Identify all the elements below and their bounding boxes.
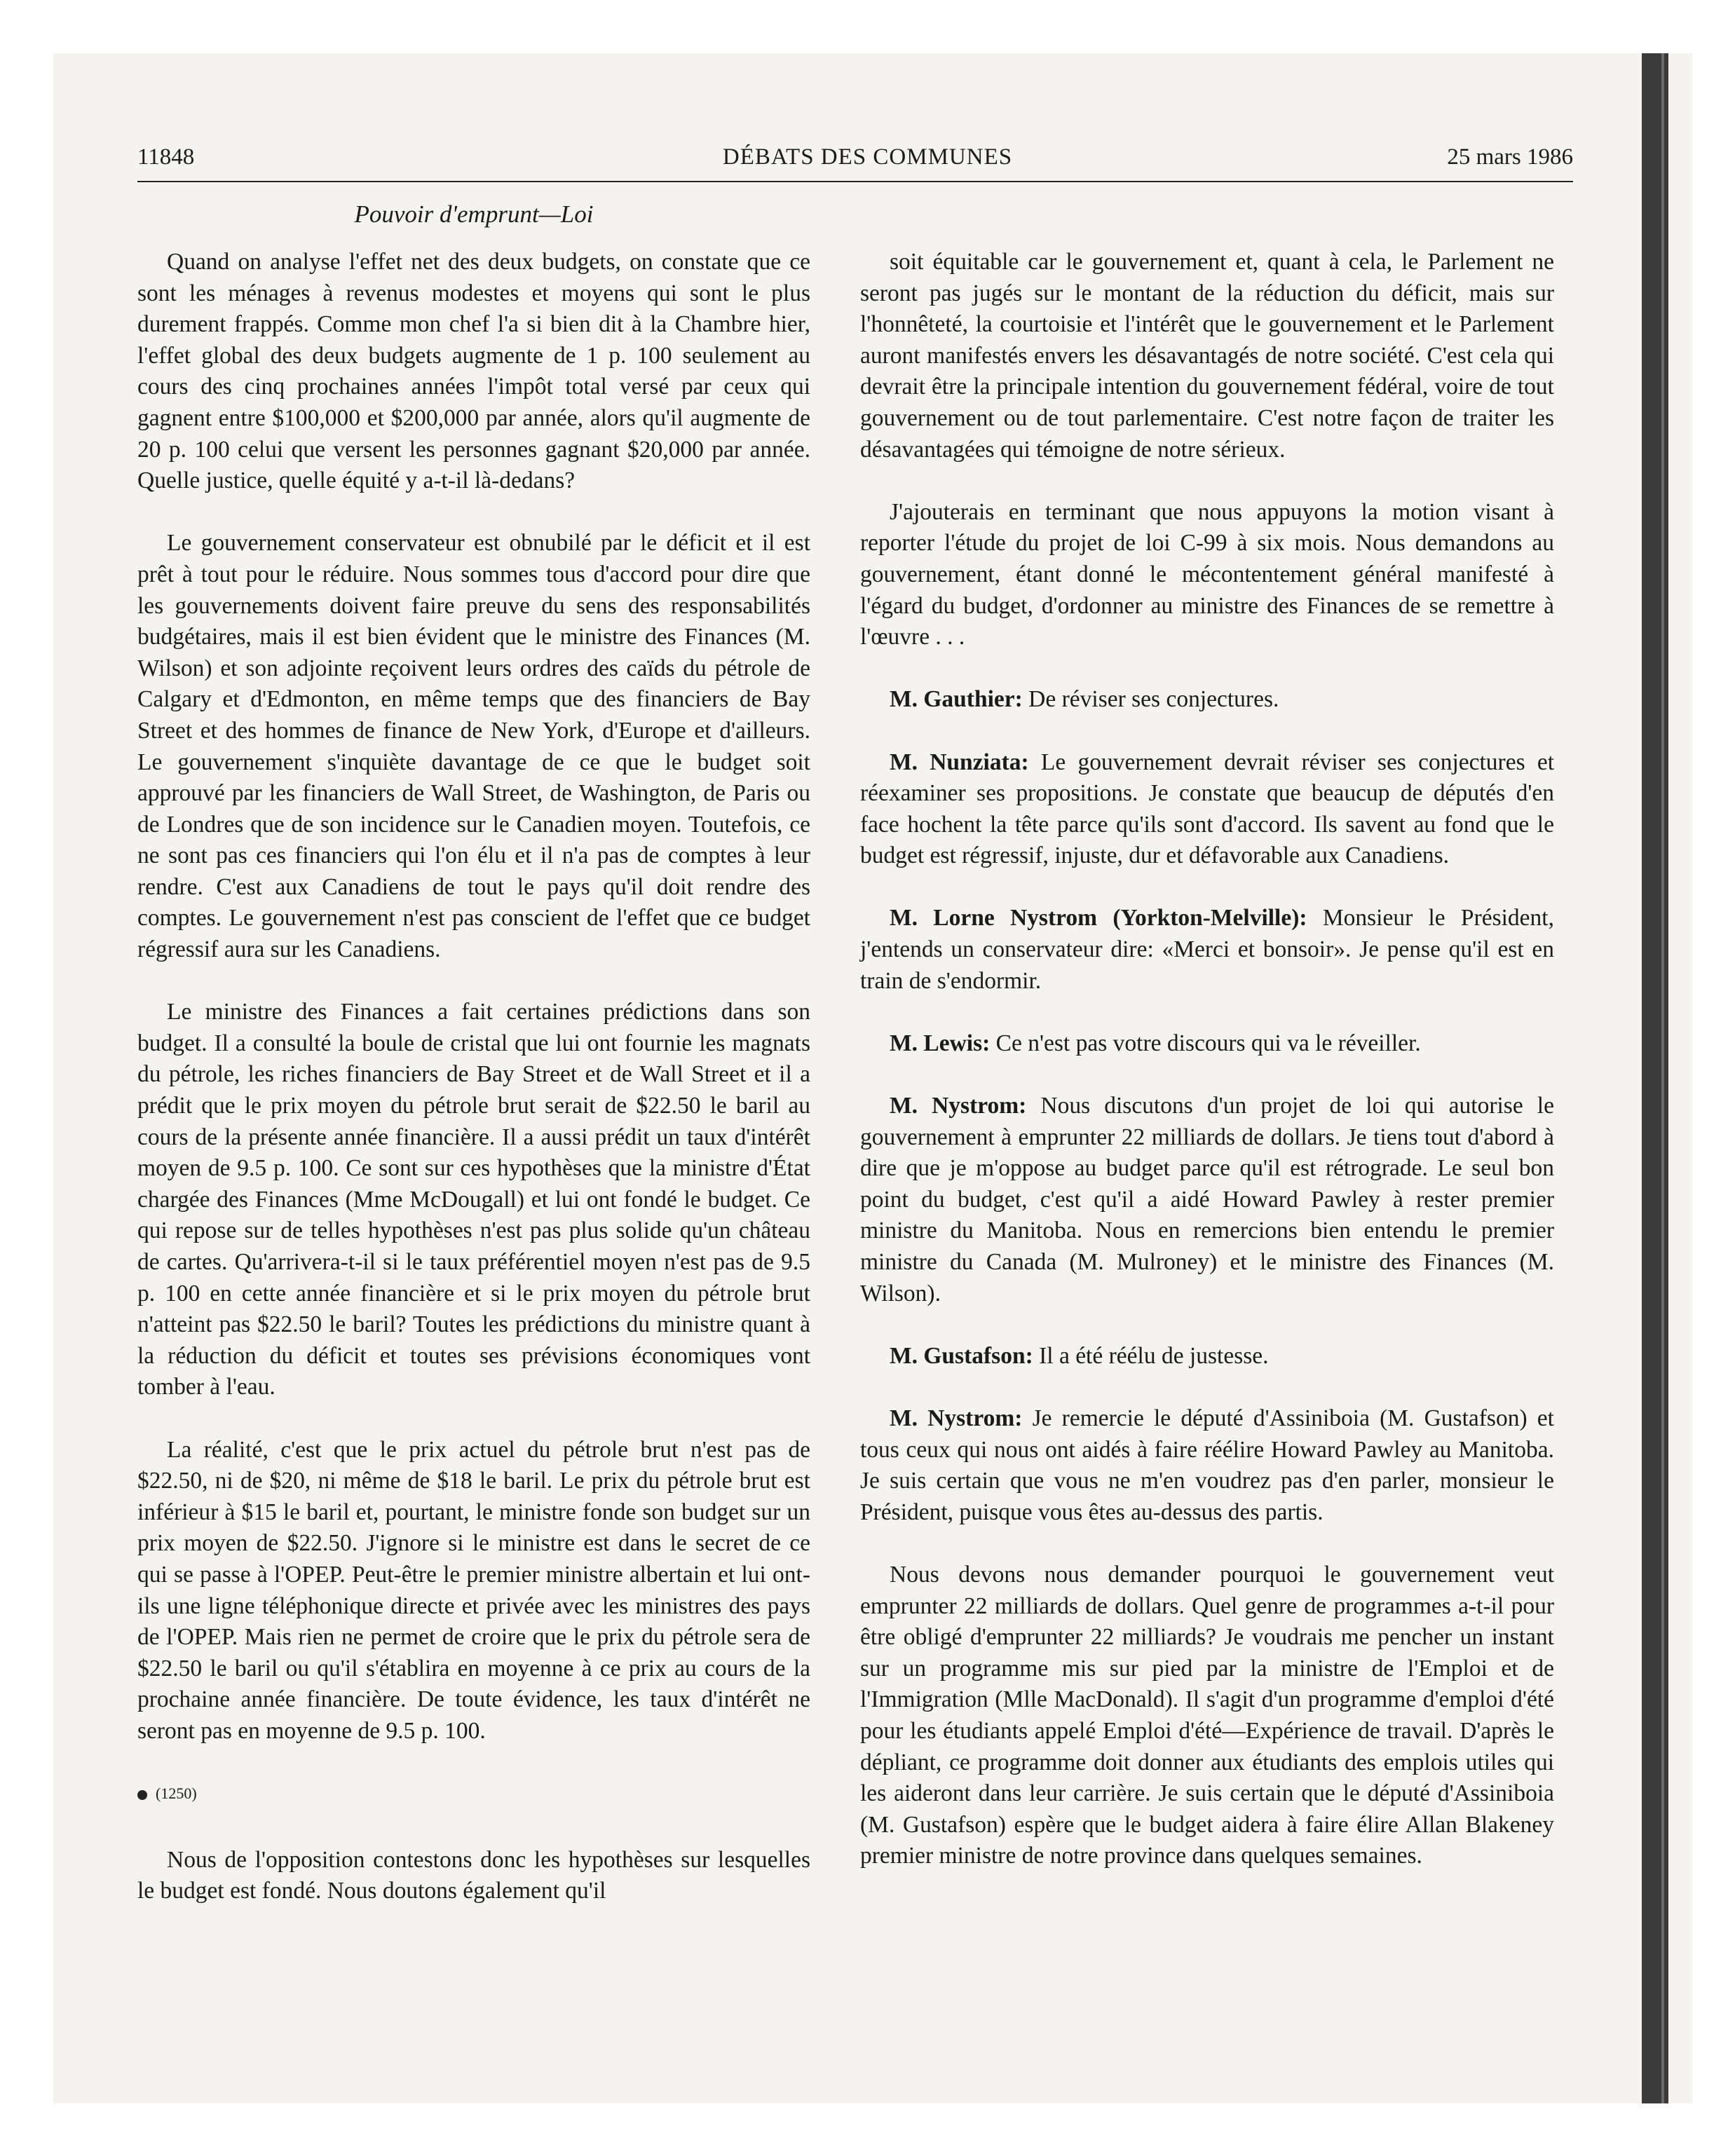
- speech-text: Ce n'est pas votre discours qui va le réveiller.: [990, 1030, 1421, 1056]
- scan-edge: [1642, 53, 1668, 2103]
- speech: [860, 1028, 1554, 1060]
- paragraph: La réalité, c'est que le prix actuel du pétrole brut n'est pas de $22.50, ni de $20, ni même de $18 le baril. Le prix du pétrole brut est inférieur à $15 le baril et, pourtant, le ministre fonde son budget sur un prix moyen de $22.50. J'ignore si le ministre est dans le secret de ce qui se passe à l'OPEP. Peut-être le premier ministre albertain et lui ont-ils une ligne téléphonique directe et privée avec les ministres des pays de l'OPEP. Mais rien ne permet de croire que le prix du pétrole sera de $22.50 le baril ou qu'il s'établira en moyenne à ce prix au cours de la prochaine année financière. De toute évidence, les taux d'intérêt ne seront pas en moyenne de 9.5 p. 100.: [137, 1436, 810, 1744]
- speaker-name: M. Lewis:: [890, 1030, 991, 1056]
- speaker-name: M. Gustafson:: [890, 1342, 1033, 1369]
- speech-text: Nous discutons d'un projet de loi qui autorise le gouvernement à emprunter 22 milliards de dollars. Je tiens tout d'abord à dire que je m'oppose au budget parce qu'il est rétrograde. Le seul bon point du budget, c'est qu'il a aidé Howard Pawley à rester premier ministre du Manitoba. Nous en remercions bien entendu le premier ministre du Canada (M. Mulroney) et le ministre des Finances (M. Wilson).: [860, 1093, 1554, 1306]
- speaker-name: M. Nystrom:: [890, 1405, 1023, 1431]
- left-column: [137, 247, 810, 1938]
- speech: [860, 1403, 1554, 1528]
- publication-title: DÉBATS DES COMMUNES: [722, 144, 1013, 170]
- right-column: [860, 247, 1554, 1903]
- bullet-icon: [137, 1790, 147, 1800]
- speaker-name: M. Nystrom:: [890, 1093, 1027, 1119]
- paragraph: soit équitable car le gouvernement et, quant à cela, le Parlement ne seront pas jugés sur le montant de la réduction du déficit, mais sur l'honnêteté, la courtoisie et l'intérêt que le gouvernement et le Parlement auront manifestés envers les désavantagés de notre société. C'est cela qui devrait être la principale intention du gouvernement fédéral, voire de tout gouvernement ou de tout parlementaire. C'est notre façon de traiter les désavantagées qui témoigne de notre sérieux.: [860, 249, 1554, 463]
- speech-text: Le gouvernement devrait réviser ses conjectures et réexaminer ses propositions. Je constate que beaucup de députés d'en face hochent la tête parce qu'ils sont d'accord. Ils savent au fond que le budget est régressif, injuste, dur et défavorable aux Canadiens.: [860, 749, 1555, 869]
- speech-text: De réviser ses conjectures.: [1022, 686, 1279, 713]
- speaker-name: M. Lorne Nystrom (Yorkton-Melville):: [890, 905, 1307, 932]
- page-number: 11848: [137, 144, 195, 170]
- paragraph: Le gouvernement conservateur est obnubilé par le déficit et il est prêt à tout pour le réduire. Nous sommes tous d'accord pour dire que les gouvernements doivent faire preuve du sens des responsabilités budgétaires, mais il est bien évident que le ministre des Finances (M. Wilson) et son adjointe reçoivent leurs ordres des caïds du pétrole de Calgary et d'Edmonton, en même temps que des financiers de Bay Street et des hommes de finance de New York, d'Europe et d'ailleurs. Le gouvernement s'inquiète davantage de ce que le budget soit approuvé par les financiers de Wall Street, de Washington, de Paris ou de Londres que de son incidence sur le Canadien moyen. Toutefois, ce ne sont pas ces financiers qui l'on élu et il n'a pas de comptes à leur rendre. C'est aux Canadiens de tout le pays qu'il doit rendre des comptes. Le gouvernement n'est pas conscient de l'effet que ce budget régressif aura sur les Canadiens.: [137, 530, 810, 963]
- speech-text: Monsieur le Président, j'entends un conservateur dire: «Merci et bonsoir». Je pense qu'il est en train de s'endormir.: [860, 905, 1554, 994]
- speech: [860, 903, 1554, 997]
- speaker-name: M. Nunziata:: [890, 749, 1029, 775]
- time-marker-text: (1250): [156, 1785, 197, 1803]
- section-subtitle: Pouvoir d'emprunt—Loi: [354, 200, 594, 228]
- paragraph: Nous devons nous demander pourquoi le gouvernement veut emprunter 22 milliards de dollars. Quel genre de programmes a-t-il pour être obligé d'emprunter 22 milliards? Je voudrais me pencher un instant sur un programme mis sur pied par la ministre de l'Emploi et de l'Immigration (Mlle MacDonald). Il s'agit d'un programme d'emploi d'été pour les étudiants appelé Emploi d'été—Expérience de travail. D'après le dépliant, ce programme doit donner aux étudiants des emplois utiles qui les aideront dans leur carrière. Je suis certain que le député d'Assiniboia (M. Gustafson) espère que le budget aidera à faire élire Allan Blakeney premier ministre de notre province dans quelques semaines.: [860, 1561, 1554, 1869]
- speech: [860, 1091, 1554, 1309]
- speech: [860, 1341, 1554, 1372]
- time-marker: [137, 1778, 810, 1810]
- paragraph: Nous de l'opposition contestons donc les hypothèses sur lesquelles le budget est fondé. Nous doutons également qu'il: [137, 1846, 810, 1904]
- speaker-name: M. Gauthier:: [890, 686, 1023, 713]
- speech-text: Il a été réélu de justesse.: [1033, 1342, 1269, 1369]
- speech: [860, 684, 1554, 716]
- publication-date: 25 mars 1986: [1447, 144, 1573, 170]
- paragraph: Quand on analyse l'effet net des deux budgets, on constate que ce sont les ménages à revenus modestes et moyens qui sont le plus durement frappés. Comme mon chef l'a si bien dit à la Chambre hier, l'effet global des deux budgets augmente de 1 p. 100 seulement au cours des cinq prochaines années l'impôt total versé par ceux qui gagnent entre $100,000 et $200,000 par année, alors qu'il augmente de 20 p. 100 celui que versent les personnes gagnant $20,000 par année. Quelle justice, quelle équité y a-t-il là-dedans?: [137, 249, 810, 494]
- speech-text: Je remercie le député d'Assiniboia (M. Gustafson) et tous ceux qui nous ont aidés à faire réélire Howard Pawley au Manitoba. Je suis certain que vous ne m'en voudrez pas d'en parler, monsieur le Président, puisque vous êtes au-dessus des partis.: [860, 1405, 1554, 1525]
- paragraph: J'ajouterais en terminant que nous appuyons la motion visant à reporter l'étude du projet de loi C-99 à six mois. Nous demandons au gouvernement, étant donné le mécontentement général manifesté à l'égard du budget, d'ordonner au ministre des Finances de se remettre à l'œuvre . . .: [860, 498, 1554, 650]
- header-rule: [137, 181, 1573, 182]
- speech: [860, 747, 1554, 872]
- paragraph: Le ministre des Finances a fait certaines prédictions dans son budget. Il a consulté la boule de cristal que lui ont fournie les magnats du pétrole, les riches financiers de Bay Street et de Wall Street et il a prédit que le prix moyen du pétrole brut serait de $22.50 le baril au cours de la présente année financière. Il a aussi prédit un taux d'intérêt moyen de 9.5 p. 100. Ce sont sur ces hypothèses que la ministre d'État chargée des Finances (Mme McDougall) et lui ont fondé le budget. Ce qui repose sur de telles hypothèses n'est pas plus solide qu'un château de cartes. Qu'arrivera-t-il si le taux préférentiel moyen n'est pas de 9.5 p. 100 en cette année financière et si le prix moyen du pétrole brut n'atteint pas $22.50 le baril? Toutes les prédictions du ministre quant à la réduction du déficit et toutes ses prévisions économiques vont tomber à l'eau.: [137, 999, 810, 1400]
